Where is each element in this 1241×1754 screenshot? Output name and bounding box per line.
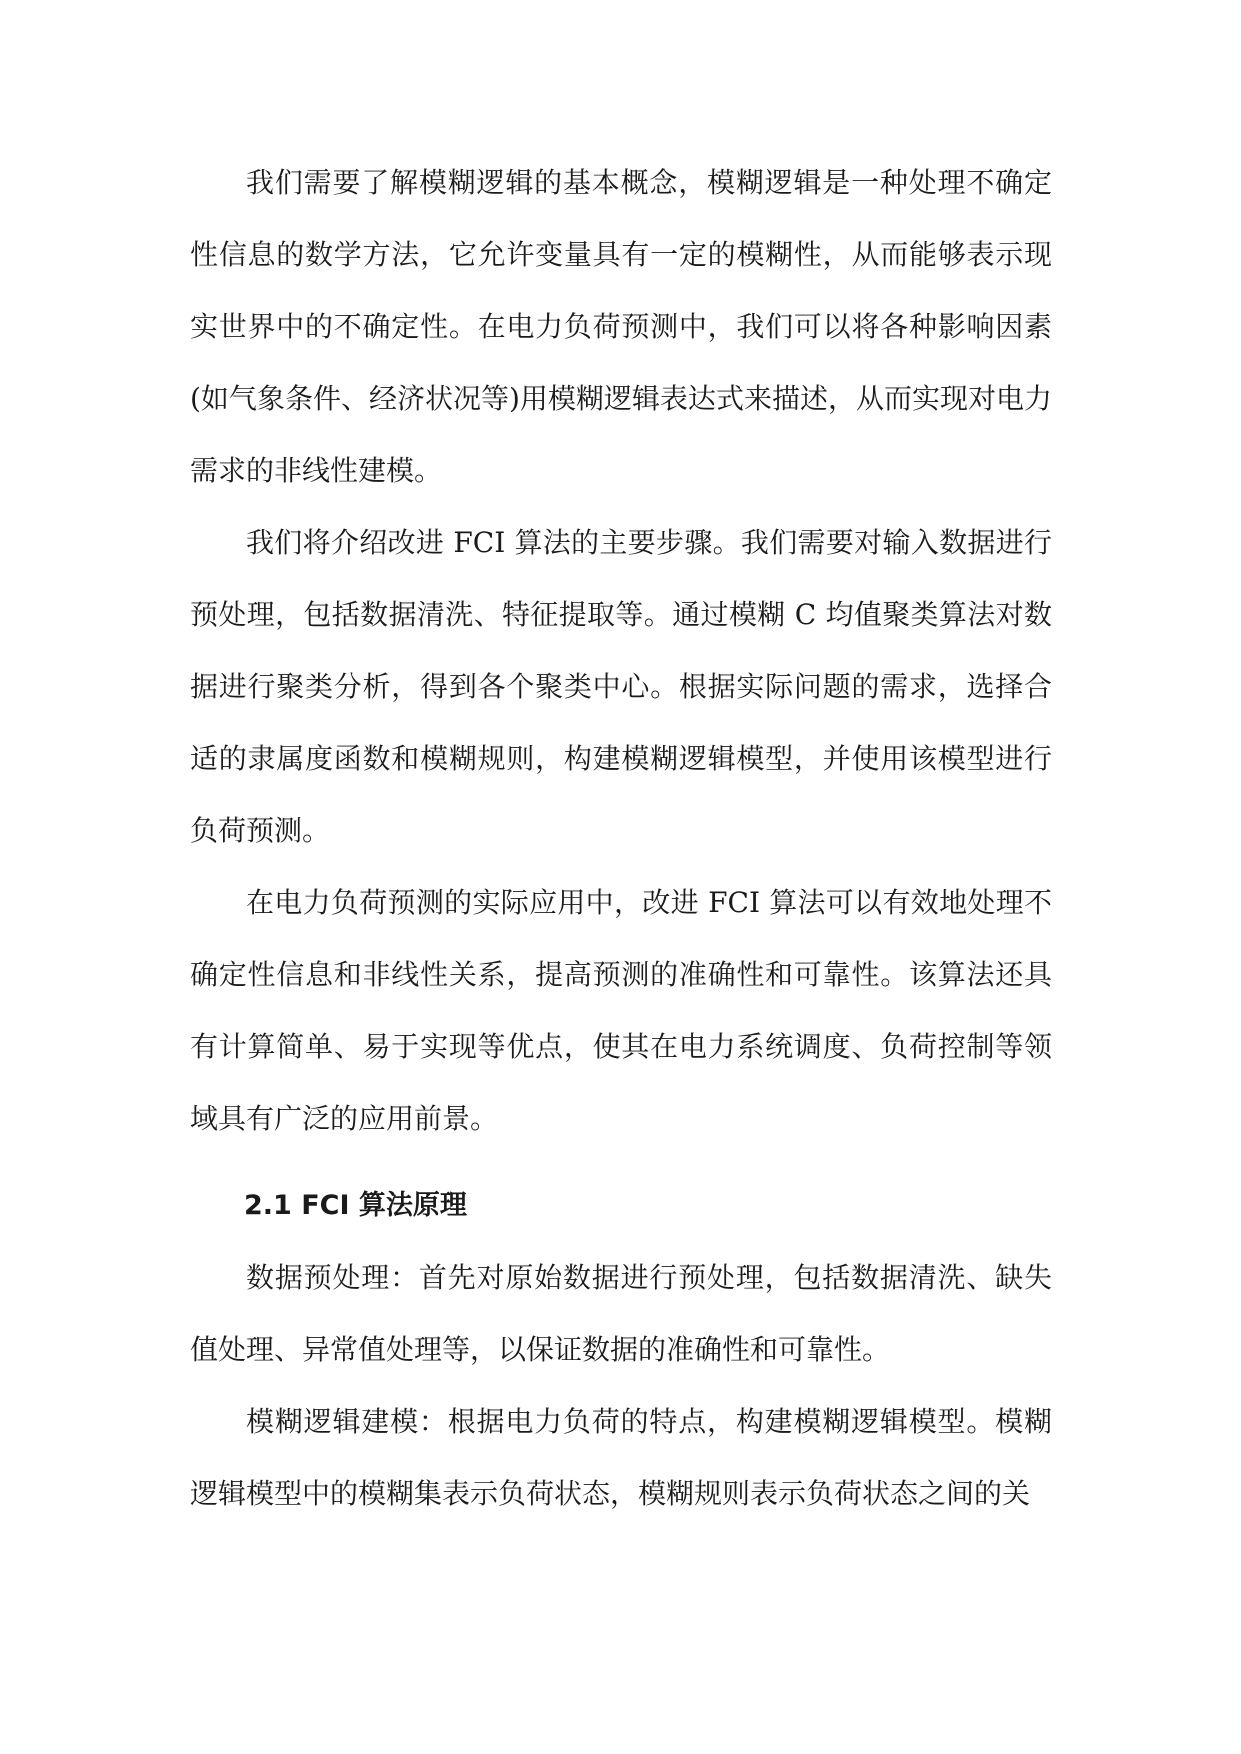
section-heading: 2.1 FCI 算法原理 (244, 1190, 467, 1221)
paragraph-fuzzy-modeling: 模糊逻辑建模：根据电力负荷的特点，构建模糊逻辑模型。模糊逻辑模型中的模糊集表示负荷状态，模糊规则表示负荷状态之间的关 (190, 1405, 1052, 1510)
paragraph-fci-application: 在电力负荷预测的实际应用中，改进 FCI 算法可以有效地处理不确定性信息和非线性关系，提高预测的准确性和可靠性。该算法还具有计算简单、易于实现等优点，使其在电力系统调度、负荷控制等领域具有广泛的应用前景。 (190, 886, 1052, 1135)
paragraph-fuzzy-logic-intro: 我们需要了解模糊逻辑的基本概念，模糊逻辑是一种处理不确定性信息的数学方法，它允许变量具有一定的模糊性，从而能够表示现实世界中的不确定性。在电力负荷预测中，我们可以将各种影响因素(如气象条件、经济状况等)用模糊逻辑表达式来描述，从而实现对电力需求的非线性建模。 (190, 166, 1052, 487)
paragraph-data-preprocessing: 数据预处理：首先对原始数据进行预处理，包括数据清洗、缺失值处理、异常值处理等，以保证数据的准确性和可靠性。 (190, 1261, 1052, 1366)
paragraph-fci-steps: 我们将介绍改进 FCI 算法的主要步骤。我们需要对输入数据进行预处理，包括数据清洗、特征提取等。通过模糊 C 均值聚类算法对数据进行聚类分析，得到各个聚类中心。根据实际问题的需求，选择合适的隶属度函数和模糊规则，构建模糊逻辑模型，并使用该模型进行负荷预测。 (190, 526, 1052, 847)
document-body (190, 147, 1052, 1530)
